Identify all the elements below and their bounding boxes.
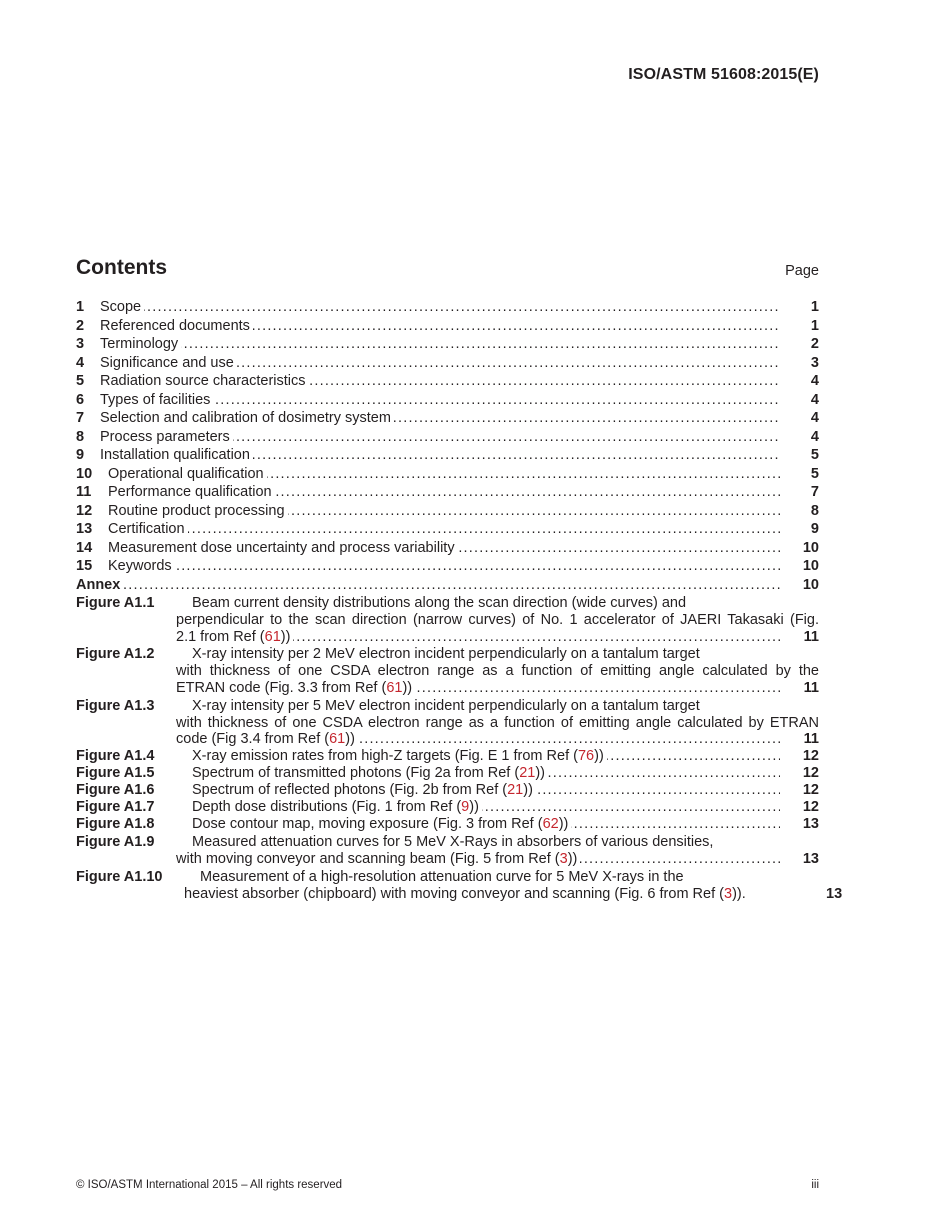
figure-caption-tail-end: )) bbox=[345, 731, 355, 748]
toc-row[interactable] bbox=[76, 539, 819, 558]
toc-section-number: 7 bbox=[76, 410, 85, 426]
toc-figure-a1-10[interactable] bbox=[76, 868, 843, 903]
toc-leader bbox=[100, 409, 780, 428]
toc-section-number: 3 bbox=[76, 336, 85, 352]
toc-leader bbox=[176, 851, 780, 868]
toc-row[interactable] bbox=[76, 372, 819, 391]
toc-page-number: 4 bbox=[810, 428, 819, 445]
toc-figure-a1-9[interactable] bbox=[76, 834, 819, 868]
figure-list-single bbox=[76, 748, 819, 833]
reference-link[interactable]: 61 bbox=[329, 731, 346, 748]
document-id: ISO/ASTM 51608:2015(E) bbox=[628, 66, 819, 83]
toc-page-number: 5 bbox=[810, 447, 819, 463]
reference-link[interactable]: 3 bbox=[723, 885, 733, 902]
toc-figure-entry[interactable] bbox=[76, 799, 819, 816]
toc-row[interactable] bbox=[76, 446, 819, 465]
toc-leader bbox=[100, 298, 780, 317]
figure-label: Figure A1.4 bbox=[76, 748, 155, 765]
toc-section-title: Referenced documents bbox=[100, 318, 253, 334]
toc-section-title: Routine product processing bbox=[108, 503, 288, 519]
toc-row[interactable] bbox=[76, 317, 819, 336]
figure-caption: Spectrum of transmitted photons (Fig 2a from Ref ( bbox=[192, 765, 520, 782]
toc-page-number: 11 bbox=[803, 628, 819, 645]
toc-figure-entry[interactable] bbox=[76, 646, 819, 696]
figure-label: Figure A1.3 bbox=[76, 697, 155, 714]
toc-page-number: 1 bbox=[810, 317, 819, 334]
toc-section-title: Types of facilities bbox=[100, 392, 213, 408]
figure-list-multiline bbox=[76, 595, 819, 748]
toc-section-number: 14 bbox=[76, 539, 93, 556]
toc-figure-entry[interactable] bbox=[76, 816, 819, 833]
figure-caption-end: )) bbox=[469, 799, 479, 816]
toc-row[interactable] bbox=[76, 502, 819, 521]
toc-page-number: 8 bbox=[810, 502, 819, 519]
figure-label: Figure A1.8 bbox=[76, 816, 155, 833]
toc-page-number: 7 bbox=[810, 484, 819, 500]
contents-heading: Contents bbox=[76, 256, 167, 279]
toc-page-number: 12 bbox=[802, 799, 819, 816]
toc-leader bbox=[76, 576, 780, 595]
figure-caption-end: )) bbox=[523, 782, 533, 799]
toc-section-number: 2 bbox=[76, 317, 85, 334]
figure-caption-tail-end: )). bbox=[732, 885, 746, 902]
reference-link[interactable]: 21 bbox=[519, 765, 536, 782]
page-column-label: Page bbox=[785, 263, 819, 279]
reference-link[interactable]: 76 bbox=[577, 748, 595, 765]
toc-page-number: 11 bbox=[803, 731, 819, 748]
toc-section-number: 10 bbox=[76, 465, 93, 482]
toc-page-number: 4 bbox=[810, 391, 819, 408]
figure-caption-tail-end: )) bbox=[280, 628, 291, 645]
toc-section-title: Selection and calibration of dosimetry system bbox=[100, 410, 394, 426]
figure-label: Figure A1.7 bbox=[76, 799, 155, 816]
toc-page-number: 10 bbox=[802, 539, 819, 556]
figure-caption-tail-end: )) bbox=[402, 679, 413, 696]
reference-link[interactable]: 3 bbox=[559, 850, 568, 867]
figure-caption-line: with thickness of one CSDA electron range as a function of emitting angle calculated by ETRAN bbox=[176, 714, 819, 731]
figure-caption-line: X-ray intensity per 5 MeV electron incident perpendicularly on a tantalum target bbox=[192, 697, 700, 714]
toc-row[interactable] bbox=[76, 428, 819, 447]
toc-leader bbox=[192, 782, 780, 799]
figure-caption-tail: 2.1 from Ref ( bbox=[176, 628, 265, 645]
reference-link[interactable]: 62 bbox=[542, 816, 559, 833]
toc-page-number: 11 bbox=[803, 679, 819, 696]
toc-section-number: 4 bbox=[76, 354, 85, 371]
toc-figure-entry[interactable] bbox=[76, 748, 819, 765]
toc-section-number: 5 bbox=[76, 373, 85, 389]
toc-page-number: 12 bbox=[802, 765, 819, 782]
toc-leader bbox=[100, 428, 780, 447]
toc-leader bbox=[108, 483, 780, 502]
toc-page-number: 4 bbox=[810, 410, 819, 426]
figure-caption-line: perpendicular to the scan direction (narrow curves) of No. 1 accelerator of JAERI Takasaki (Fig. bbox=[176, 611, 819, 628]
toc-row[interactable] bbox=[76, 409, 819, 428]
toc-row[interactable] bbox=[76, 391, 819, 410]
reference-link[interactable]: 21 bbox=[507, 782, 524, 799]
toc-page-number: 13 bbox=[826, 885, 843, 902]
toc-leader bbox=[100, 446, 780, 465]
toc-section-number: 13 bbox=[76, 521, 93, 537]
figure-caption-end: )) bbox=[594, 748, 604, 765]
toc-leader bbox=[192, 799, 780, 816]
toc-leader bbox=[176, 680, 780, 697]
toc-row[interactable] bbox=[76, 520, 819, 539]
toc-row-annex[interactable] bbox=[76, 576, 819, 595]
toc-leader bbox=[192, 765, 780, 782]
toc-section-title: Installation qualification bbox=[100, 447, 253, 463]
toc-section-title: Process parameters bbox=[100, 429, 233, 445]
figure-caption-line: Measured attenuation curves for 5 MeV X-Rays in absorbers of various densities, bbox=[192, 834, 714, 851]
reference-link[interactable]: 9 bbox=[461, 799, 470, 816]
toc-section-title: Certification bbox=[108, 521, 188, 537]
toc-page-number: 3 bbox=[810, 354, 819, 371]
toc-row[interactable] bbox=[76, 483, 819, 502]
reference-link[interactable]: 61 bbox=[264, 628, 281, 645]
toc-page-number: 12 bbox=[802, 748, 819, 765]
toc-leader bbox=[192, 748, 780, 765]
figure-caption: Depth dose distributions (Fig. 1 from Ref ( bbox=[192, 799, 462, 816]
toc-section-title: Scope bbox=[100, 299, 144, 315]
toc-figure-entry[interactable] bbox=[76, 765, 819, 782]
toc-page-number: 13 bbox=[802, 850, 819, 867]
annex-label: Annex bbox=[76, 577, 123, 593]
toc-page-number: 1 bbox=[810, 299, 819, 315]
figure-label: Figure A1.9 bbox=[76, 834, 155, 851]
figure-caption: Dose contour map, moving exposure (Fig. 3 from Ref ( bbox=[192, 816, 543, 833]
figure-label: Figure A1.10 bbox=[76, 868, 163, 885]
toc-leader bbox=[100, 317, 780, 336]
table-of-contents bbox=[76, 298, 843, 902]
figure-caption: X-ray emission rates from high-Z targets (Fig. E 1 from Ref ( bbox=[192, 748, 578, 765]
toc-leader bbox=[192, 816, 780, 833]
figure-caption-end: )) bbox=[535, 765, 545, 782]
figure-caption: Spectrum of reflected photons (Fig. 2b from Ref ( bbox=[192, 782, 508, 799]
figure-caption-line: with thickness of one CSDA electron range as a function of emitting angle calculated by the bbox=[176, 663, 819, 680]
figure-label: Figure A1.5 bbox=[76, 765, 155, 782]
toc-page-number: 13 bbox=[802, 816, 819, 833]
figure-caption-tail-end: )) bbox=[567, 850, 578, 867]
toc-section-number: 11 bbox=[76, 484, 92, 500]
toc-section-number: 1 bbox=[76, 299, 85, 315]
toc-figure-entry[interactable] bbox=[76, 782, 819, 799]
toc-row[interactable] bbox=[76, 354, 819, 373]
toc-figure-entry[interactable] bbox=[76, 595, 819, 645]
toc-page-number: 10 bbox=[802, 576, 819, 593]
toc-section-number: 9 bbox=[76, 447, 85, 463]
toc-page-number: 2 bbox=[810, 336, 819, 352]
toc-section-number: 12 bbox=[76, 502, 93, 519]
figure-caption-line: Measurement of a high-resolution attenuation curve for 5 MeV X-rays in the bbox=[200, 868, 684, 885]
figure-caption-tail: code (Fig 3.4 from Ref ( bbox=[176, 731, 330, 748]
toc-row[interactable] bbox=[76, 557, 819, 576]
figure-label: Figure A1.2 bbox=[76, 646, 155, 663]
toc-leader bbox=[176, 731, 780, 748]
toc-section-title: Operational qualification bbox=[108, 466, 267, 482]
toc-leader bbox=[100, 354, 780, 373]
toc-section-title: Significance and use bbox=[100, 355, 237, 371]
reference-link[interactable]: 61 bbox=[386, 679, 403, 696]
toc-entries bbox=[76, 298, 819, 576]
toc-section-number: 6 bbox=[76, 391, 85, 408]
toc-row[interactable] bbox=[76, 335, 819, 354]
figure-label: Figure A1.1 bbox=[76, 595, 155, 611]
toc-page-number: 9 bbox=[810, 521, 819, 537]
toc-section-number: 8 bbox=[76, 428, 85, 445]
figure-caption-line: Beam current density distributions along the scan direction (wide curves) and bbox=[192, 595, 687, 611]
figure-caption-tail: ETRAN code (Fig. 3.3 from Ref ( bbox=[176, 679, 387, 696]
toc-leader bbox=[108, 520, 780, 539]
toc-leader bbox=[100, 391, 780, 410]
toc-leader bbox=[100, 335, 780, 354]
toc-section-title: Performance qualification bbox=[108, 484, 275, 500]
toc-leader bbox=[108, 539, 780, 558]
footer-copyright: © ISO/ASTM International 2015 – All rights reserved bbox=[76, 1179, 343, 1191]
toc-leader bbox=[108, 557, 780, 576]
figure-caption-tail: with moving conveyor and scanning beam (Fig. 5 from Ref ( bbox=[176, 850, 560, 867]
toc-figure-entry[interactable] bbox=[76, 698, 819, 748]
footer-page-number: iii bbox=[811, 1179, 819, 1191]
toc-section-title: Radiation source characteristics bbox=[100, 373, 309, 389]
toc-leader bbox=[108, 502, 780, 521]
toc-row[interactable] bbox=[76, 465, 819, 484]
toc-page-number: 10 bbox=[802, 558, 819, 574]
figure-caption-line: X-ray intensity per 2 MeV electron incident perpendicularly on a tantalum target bbox=[192, 646, 700, 663]
figure-caption-tail: heaviest absorber (chipboard) with moving conveyor and scanning (Fig. 6 from Ref ( bbox=[184, 885, 724, 902]
toc-page-number: 4 bbox=[810, 373, 819, 389]
toc-row[interactable] bbox=[76, 298, 819, 317]
toc-section-title: Terminology bbox=[100, 336, 181, 352]
toc-leader bbox=[100, 372, 780, 391]
toc-section-number: 15 bbox=[76, 558, 93, 574]
toc-leader bbox=[108, 465, 780, 484]
figure-label: Figure A1.6 bbox=[76, 782, 155, 799]
toc-leader bbox=[176, 629, 780, 646]
toc-section-title: Keywords bbox=[108, 558, 175, 574]
toc-page-number: 12 bbox=[802, 782, 819, 799]
toc-page-number: 5 bbox=[810, 465, 819, 482]
toc-section-title: Measurement dose uncertainty and process variability bbox=[108, 540, 458, 556]
figure-caption-end: )) bbox=[558, 816, 569, 833]
